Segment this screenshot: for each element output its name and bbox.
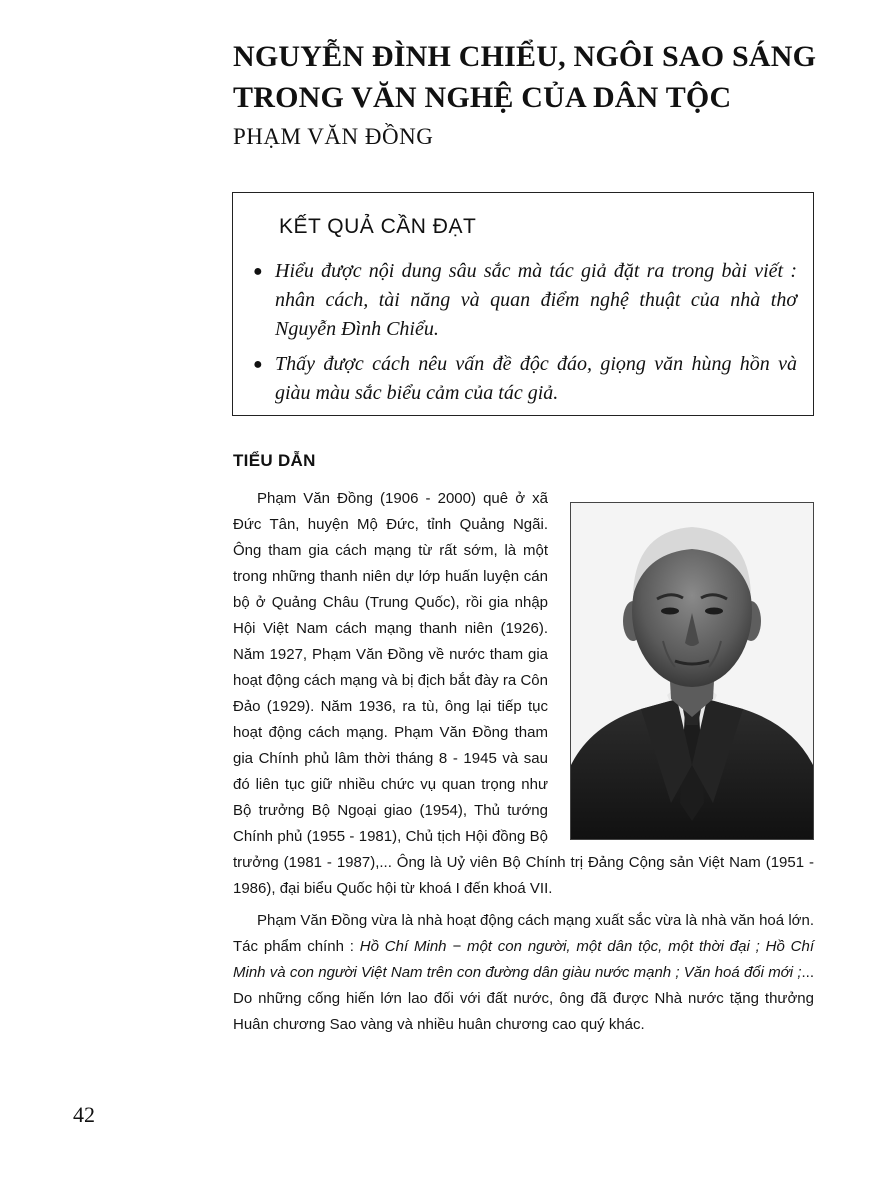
intro-body [233, 486, 814, 1038]
learning-outcomes-list [253, 257, 797, 414]
title-line-1: NGUYỄN ĐÌNH CHIỂU, NGÔI SAO SÁNG [233, 40, 817, 73]
intro-paragraph-2-lead: Phạm Văn Đồng vừa là nhà hoạt động cách mạng xuất sắc vừa là nhà văn hoá lớn. Tác phẩm chính : [233, 912, 814, 955]
learning-outcome-text: Thấy được cách nêu vấn đề độc đáo, giọng văn hùng hồn và giàu màu sắc biểu cảm của tác giả. [275, 353, 797, 404]
learning-outcomes-box [232, 192, 814, 416]
title-line-2: TRONG VĂN NGHỆ CỦA DÂN TỘC [233, 81, 732, 114]
intro-paragraph-1: Phạm Văn Đồng (1906 - 2000) quê ở xã Đức Tân, huyện Mộ Đức, tỉnh Quảng Ngãi. Ông tham gia cách mạng từ rất sớm, là một trong những thanh niên dự lớp huấn luyện cán bộ ở Quảng Châu (Trung Quốc), rồi gia nhập Hội Việt Nam cách mạng thanh niên (1926). Năm 1927, Phạm Văn Đồng về nước tham gia hoạt động cách mạng và bị địch bắt đày ra Côn Đảo (1929). Năm 1936, ra tù, ông lại tiếp tục hoạt động cách mạng. Phạm Văn Đồng tham gia Chính phủ lâm thời tháng 8 - 1945 và sau đó liên tục giữ nhiều chức vụ quan trọng như Bộ trưởng Bộ Ngoại giao (1954), Thủ tướng Chính phủ (1955 - 1981), Chủ tịch Hội đồng Bộ trưởng (1981 - 1987),... Ông là Uỷ viên Bộ Chính trị Đảng Cộng sản Việt Nam (1951 - 1986), đại biểu Quốc hội từ khoá I đến khoá VII. [233, 490, 814, 897]
learning-outcome-item [253, 257, 797, 344]
author-portrait-photo [570, 502, 814, 840]
intro-paragraph-2-tail: ... Do những cống hiến lớn lao đối với đất nước, ông đã được Nhà nước tặng thưởng Huân chương Sao vàng và nhiều huân chương cao quý khác. [233, 964, 814, 1033]
major-works-list: Hồ Chí Minh − một con người, một dân tộc, một thời đại ; Hồ Chí Minh và con người Việt Nam trên con đường dân giàu nước mạnh ; Văn hoá đổi mới ; [233, 938, 815, 981]
learning-outcomes-heading: KẾT QUẢ CẦN ĐẠT [279, 215, 477, 238]
lesson-title [233, 36, 833, 118]
learning-outcome-item [253, 350, 797, 408]
bullet-icon: ● [253, 356, 263, 373]
bullet-icon: ● [253, 263, 263, 280]
section-heading-intro: TIỂU DẪN [233, 451, 316, 470]
portrait-illustration [571, 503, 813, 839]
intro-paragraph-2 [233, 908, 814, 1038]
author-name: PHẠM VĂN ĐỒNG [233, 124, 434, 149]
page-number: 42 [73, 1102, 95, 1127]
learning-outcome-text: Hiểu được nội dung sâu sắc mà tác giả đặt ra trong bài viết : nhân cách, tài năng và quan điểm nghệ thuật của nhà thơ Nguyễn Đình Chiểu. [275, 260, 797, 340]
